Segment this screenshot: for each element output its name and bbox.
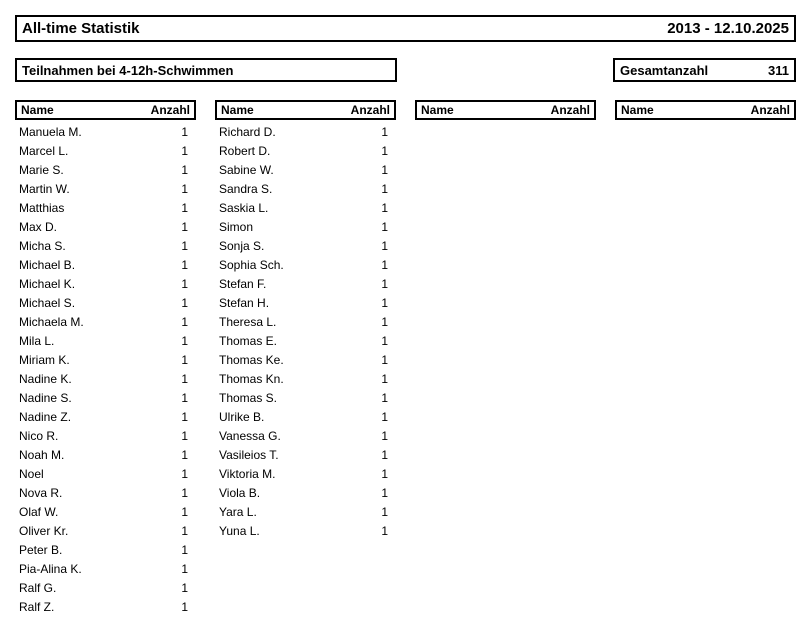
row-count: 1	[181, 466, 188, 481]
total-value: 311	[768, 62, 789, 78]
table-row	[15, 464, 196, 483]
column-header	[215, 100, 396, 120]
table-row	[15, 483, 196, 502]
row-name: Manuela M.	[19, 124, 82, 139]
row-count: 1	[381, 352, 388, 367]
row-count: 1	[381, 124, 388, 139]
table-row	[215, 464, 396, 483]
row-name: Nadine S.	[19, 390, 72, 405]
row-name: Marie S.	[19, 162, 64, 177]
row-name: Sophia Sch.	[219, 257, 284, 272]
date-range: 2013 - 12.10.2025	[667, 20, 789, 37]
table-row	[215, 141, 396, 160]
row-count: 1	[181, 352, 188, 367]
table-row	[15, 255, 196, 274]
table-row	[215, 160, 396, 179]
row-count: 1	[181, 181, 188, 196]
row-count: 1	[381, 428, 388, 443]
row-name: Peter B.	[19, 542, 63, 557]
row-name: Thomas S.	[219, 390, 278, 405]
rows	[215, 122, 396, 540]
table-row	[15, 521, 196, 540]
row-count: 1	[381, 523, 388, 538]
row-name: Matthias	[19, 200, 65, 215]
total-box	[613, 58, 796, 82]
row-name: Nadine K.	[19, 371, 72, 386]
row-name: Vasileios T.	[219, 447, 279, 462]
row-name: Yuna L.	[219, 523, 260, 538]
row-name: Simon	[219, 219, 254, 234]
table-row	[15, 502, 196, 521]
row-name: Max D.	[19, 219, 58, 234]
page-title: All-time Statistik	[22, 20, 140, 37]
row-name: Stefan F.	[219, 276, 267, 291]
row-count: 1	[381, 200, 388, 215]
row-count: 1	[381, 371, 388, 386]
table-row	[215, 369, 396, 388]
table-row	[215, 179, 396, 198]
row-count: 1	[181, 599, 188, 614]
row-count: 1	[181, 485, 188, 500]
table-row	[215, 198, 396, 217]
row-name: Pia-Alina K.	[19, 561, 82, 576]
row-name: Oliver Kr.	[19, 523, 69, 538]
table-row	[15, 369, 196, 388]
row-count: 1	[181, 124, 188, 139]
table-row	[215, 236, 396, 255]
subtitle-label: Teilnahmen bei 4-12h-Schwimmen	[22, 62, 234, 78]
row-name: Stefan H.	[219, 295, 270, 310]
row-count: 1	[381, 504, 388, 519]
stat-column	[415, 100, 596, 616]
table-row	[15, 388, 196, 407]
row-name: Martin W.	[19, 181, 70, 196]
row-name: Nadine Z.	[19, 409, 72, 424]
stat-column	[215, 100, 396, 616]
table-row	[15, 407, 196, 426]
row-count: 1	[181, 333, 188, 348]
row-count: 1	[181, 447, 188, 462]
row-name: Vanessa G.	[219, 428, 281, 443]
table-row	[215, 122, 396, 141]
row-count: 1	[181, 390, 188, 405]
table-row	[215, 502, 396, 521]
row-count: 1	[181, 143, 188, 158]
table-row	[15, 217, 196, 236]
row-count: 1	[381, 485, 388, 500]
row-name: Thomas Kn.	[219, 371, 284, 386]
table-row	[15, 293, 196, 312]
row-name: Ralf G.	[19, 580, 57, 595]
row-count: 1	[181, 238, 188, 253]
row-count: 1	[381, 409, 388, 424]
table-row	[215, 521, 396, 540]
table-row	[15, 274, 196, 293]
table-row	[215, 255, 396, 274]
row-count: 1	[381, 314, 388, 329]
table-row	[215, 293, 396, 312]
row-name: Viktoria M.	[219, 466, 276, 481]
table-row	[15, 122, 196, 141]
rows	[15, 122, 196, 616]
row-name: Thomas E.	[219, 333, 278, 348]
table-row	[15, 141, 196, 160]
table-row	[215, 350, 396, 369]
table-row	[15, 559, 196, 578]
column-header	[415, 100, 596, 120]
row-name: Olaf W.	[19, 504, 59, 519]
row-name: Theresa L.	[219, 314, 277, 329]
column-header-name: Name	[421, 103, 454, 117]
title-bar	[15, 15, 796, 42]
column-header	[15, 100, 196, 120]
column-header-name: Name	[221, 103, 254, 117]
row-name: Sandra S.	[219, 181, 273, 196]
table-row	[15, 426, 196, 445]
table-row	[215, 217, 396, 236]
column-header-name: Name	[621, 103, 654, 117]
stat-column	[15, 100, 196, 616]
row-name: Noel	[19, 466, 44, 481]
table-row	[215, 388, 396, 407]
row-count: 1	[381, 181, 388, 196]
table-row	[15, 597, 196, 616]
row-name: Sonja S.	[219, 238, 265, 253]
table-row	[15, 160, 196, 179]
column-header	[615, 100, 796, 120]
table-row	[15, 198, 196, 217]
row-name: Sabine W.	[219, 162, 274, 177]
row-count: 1	[381, 295, 388, 310]
subtitle-box	[15, 58, 397, 82]
row-count: 1	[181, 561, 188, 576]
row-count: 1	[381, 333, 388, 348]
row-count: 1	[381, 219, 388, 234]
column-header-count: Anzahl	[350, 103, 390, 117]
stat-column	[615, 100, 796, 616]
table-row	[215, 274, 396, 293]
row-count: 1	[181, 409, 188, 424]
total-label: Gesamtanzahl	[620, 62, 709, 78]
row-count: 1	[181, 257, 188, 272]
row-count: 1	[181, 371, 188, 386]
row-name: Mila L.	[19, 333, 55, 348]
column-header-count: Anzahl	[150, 103, 190, 117]
row-count: 1	[381, 162, 388, 177]
table-row	[215, 331, 396, 350]
row-name: Robert D.	[219, 143, 271, 158]
row-name: Marcel L.	[19, 143, 69, 158]
row-count: 1	[381, 447, 388, 462]
row-name: Michaela M.	[19, 314, 84, 329]
row-name: Ulrike B.	[219, 409, 265, 424]
row-name: Michael S.	[19, 295, 76, 310]
column-header-name: Name	[21, 103, 54, 117]
row-name: Viola B.	[219, 485, 261, 500]
row-count: 1	[381, 238, 388, 253]
row-name: Michael B.	[19, 257, 76, 272]
row-name: Thomas Ke.	[219, 352, 284, 367]
row-name: Nova R.	[19, 485, 63, 500]
row-count: 1	[381, 466, 388, 481]
row-count: 1	[381, 143, 388, 158]
row-count: 1	[181, 200, 188, 215]
table-row	[15, 445, 196, 464]
column-header-count: Anzahl	[550, 103, 590, 117]
table-row	[215, 407, 396, 426]
row-name: Micha S.	[19, 238, 66, 253]
row-count: 1	[181, 542, 188, 557]
table-row	[15, 331, 196, 350]
table-row	[15, 179, 196, 198]
row-count: 1	[181, 314, 188, 329]
row-count: 1	[181, 295, 188, 310]
table-row	[15, 312, 196, 331]
column-header-count: Anzahl	[750, 103, 790, 117]
row-count: 1	[181, 580, 188, 595]
table-row	[215, 483, 396, 502]
row-name: Yara L.	[219, 504, 257, 519]
table-row	[15, 236, 196, 255]
table-row	[15, 578, 196, 597]
row-count: 1	[181, 276, 188, 291]
row-name: Noah M.	[19, 447, 65, 462]
row-count: 1	[181, 219, 188, 234]
row-count: 1	[381, 257, 388, 272]
row-count: 1	[181, 504, 188, 519]
table-row	[215, 445, 396, 464]
row-count: 1	[181, 523, 188, 538]
row-name: Michael K.	[19, 276, 76, 291]
table-row	[215, 312, 396, 331]
row-name: Nico R.	[19, 428, 59, 443]
table-row	[215, 426, 396, 445]
row-count: 1	[381, 390, 388, 405]
row-count: 1	[381, 276, 388, 291]
row-name: Saskia L.	[219, 200, 269, 215]
row-name: Richard D.	[219, 124, 276, 139]
row-count: 1	[181, 162, 188, 177]
row-name: Miriam K.	[19, 352, 70, 367]
columns-container	[15, 100, 796, 616]
row-count: 1	[181, 428, 188, 443]
row-name: Ralf Z.	[19, 599, 55, 614]
table-row	[15, 540, 196, 559]
table-row	[15, 350, 196, 369]
